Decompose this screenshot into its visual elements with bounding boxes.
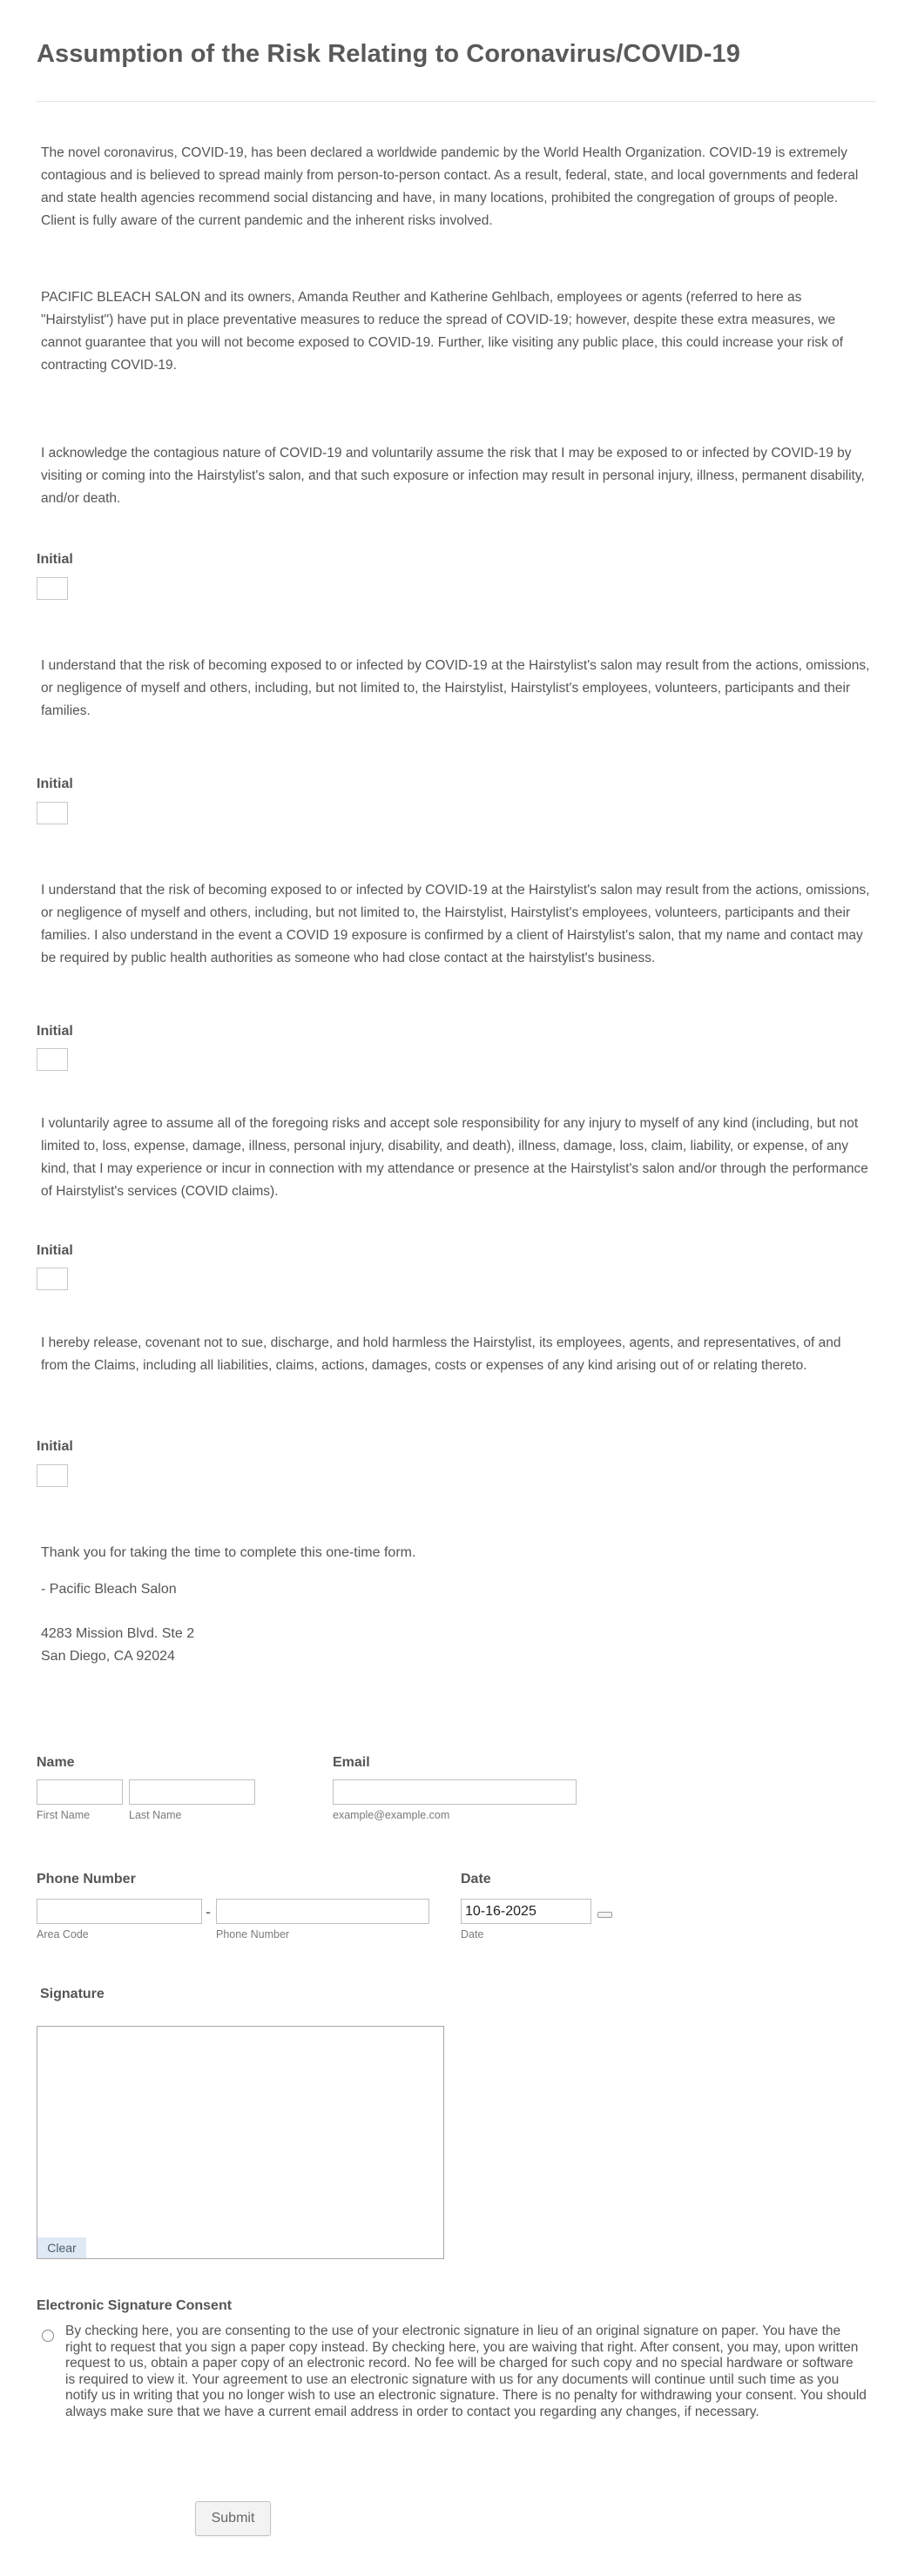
title-divider <box>37 101 875 102</box>
first-name-sublabel: First Name <box>37 1809 91 1821</box>
initial-label-5: Initial <box>37 1439 73 1454</box>
assume-risks-paragraph: I voluntarily agree to assume all of the foregoing risks and accept sole responsibility for any injury to myself of any kind (including, but not limited to, loss, expense, damage, illness, personal injury, disability, and death), illness, damage, loss, claim, liability, or expense, of any kind, that I may experience or incur in connection with my attendance or presence at the Hairstylist's salon and/or through the performance of Hairstylist's services (COVID claims). <box>41 1116 868 1199</box>
phone-label: Phone Number <box>37 1872 136 1887</box>
phone-separator: - <box>206 1903 211 1920</box>
risk-exposure-paragraph: I understand that the risk of becoming exposed to or infected by COVID-19 at the Hairstylist's salon may result from the actions, omissions, or negligence of myself and others, including, but not limited to, the Hairstylist, Hairstylist's employees, volunteers, participants and their families. <box>41 658 870 718</box>
address-line-1: 4283 Mission Blvd. Ste 2 <box>41 1626 195 1641</box>
signature-pad[interactable] <box>37 2026 444 2259</box>
initial-input-1[interactable] <box>37 577 68 600</box>
area-code-input[interactable] <box>37 1899 202 1924</box>
submit-button[interactable]: Submit <box>195 2501 271 2536</box>
initial-label-2: Initial <box>37 777 73 791</box>
last-name-sublabel: Last Name <box>129 1809 182 1821</box>
initial-label-4: Initial <box>37 1243 73 1258</box>
email-sublabel: example@example.com <box>333 1809 450 1821</box>
date-sublabel: Date <box>461 1928 484 1940</box>
page-title: Assumption of the Risk Relating to Coronavirus/COVID-19 <box>37 40 740 68</box>
clear-signature-button[interactable]: Clear <box>37 2237 86 2258</box>
contact-tracing-paragraph: I understand that the risk of becoming exposed to or infected by COVID-19 at the Hairstylist's salon may result from the actions, omissions, or negligence of myself and others, including, but not limited to, the Hairstylist, Hairstylist's employees, volunteers, participants and their families. I also understand in the event a COVID 19 exposure is confirmed by a client of Hairstylist's salon, that my name and contact may be required by public health authorities as someone who had close contact at the hairstylist's business. <box>41 883 870 965</box>
email-input[interactable] <box>333 1779 577 1805</box>
initial-input-5[interactable] <box>37 1464 68 1487</box>
initial-input-3[interactable] <box>37 1048 68 1071</box>
area-code-sublabel: Area Code <box>37 1928 89 1940</box>
preventative-measures-paragraph: PACIFIC BLEACH SALON and its owners, Amanda Reuther and Katherine Gehlbach, employees or agents (referred to here as "Hairstylist") have put in place preventative measures to reduce the spread of COVID-19; however, despite these extra measures, we cannot guarantee that you will not become exposed to COVID-19. Further, like visiting any public place, this could increase your risk of contracting COVID-19. <box>41 290 844 373</box>
signature-label: Signature <box>40 1987 105 2001</box>
email-label: Email <box>333 1755 370 1770</box>
initial-input-4[interactable] <box>37 1268 68 1290</box>
release-paragraph: I hereby release, covenant not to sue, discharge, and hold harmless the Hairstylist, its employees, agents, and representatives, of and from the Claims, including all liabilities, claims, actions, damages, costs or expenses of any kind arising out of or relating thereto. <box>41 1335 841 1373</box>
consent-text: By checking here, you are consenting to the use of your electronic signature in lieu of an original signature on paper. You have the right to request that you sign a paper copy instead. By checking here, you are waiving that right. After consent, you may, upon written request to us, obtain a paper copy of an electronic record. No fee will be charged for such copy and no special hardware or software is required to view it. Your agreement to use an electronic signature with us for any documents will continue until such time as you notify us in writing that you no longer wish to use an electronic signature. There is no penalty for withdrawing your consent. You should always make sure that we have a current email address in order to contact you regarding any changes, if necessary. <box>65 2324 867 2419</box>
calendar-icon[interactable] <box>597 1912 612 1918</box>
date-label: Date <box>461 1872 491 1887</box>
phone-number-sublabel: Phone Number <box>216 1928 290 1940</box>
thank-you-text: Thank you for taking the time to complete this one-time form. <box>41 1545 416 1560</box>
intro-paragraph: The novel coronavirus, COVID-19, has been declared a worldwide pandemic by the World Health Organization. COVID-19 is extremely contagious and is believed to spread mainly from person-to-person contact. As a result, federal, state, and local governments and federal and state health agencies recommend social distancing and have, in many locations, prohibited the congregation of groups of people. Client is fully aware of the current pandemic and the inherent risks involved. <box>41 145 859 228</box>
first-name-input[interactable] <box>37 1779 123 1805</box>
acknowledge-paragraph: I acknowledge the contagious nature of COVID-19 and voluntarily assume the risk that I may be exposed to or infected by COVID-19 by visiting or coming into the Hairstylist's salon, and that such exposure or infection may result in personal injury, illness, permanent disability, and/or death. <box>41 446 865 506</box>
name-label: Name <box>37 1755 75 1770</box>
consent-label: Electronic Signature Consent <box>37 2298 233 2313</box>
initial-input-2[interactable] <box>37 802 68 824</box>
date-input[interactable]: 10-16-2025 <box>461 1899 591 1924</box>
phone-number-input[interactable] <box>216 1899 429 1924</box>
initial-label-3: Initial <box>37 1024 73 1039</box>
last-name-input[interactable] <box>129 1779 255 1805</box>
consent-radio[interactable] <box>42 2330 54 2342</box>
initial-label-1: Initial <box>37 552 73 567</box>
address-line-2: San Diego, CA 92024 <box>41 1649 175 1664</box>
salon-signoff: - Pacific Bleach Salon <box>41 1582 177 1597</box>
